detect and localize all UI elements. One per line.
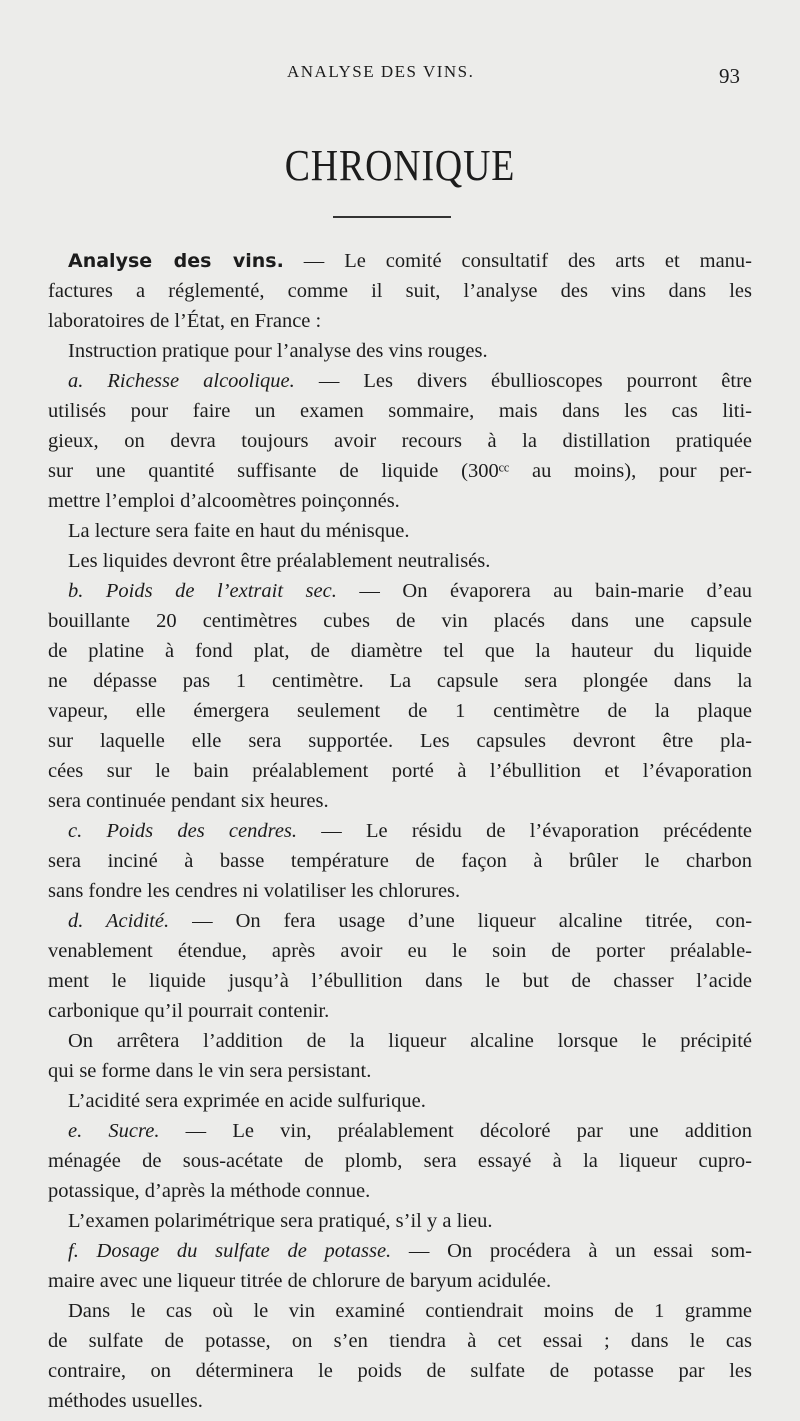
running-title: ANALYSE DES VINS. [287, 62, 475, 81]
text-line [48, 366, 752, 396]
item-label: c. Poids des cendres. [68, 820, 298, 842]
text-line: sera inciné à basse température de façon à brûler le charbon [48, 850, 752, 872]
item-label: d. Acidité. [68, 910, 170, 932]
text-span: — On fera usage d’une liqueur alcaline titrée, con- [192, 910, 753, 932]
text-line: ménagée de sous-acétate de plomb, sera essayé à la liqueur cupro- [48, 1150, 752, 1172]
text-span: — Le résidu de l’évaporation précédente [321, 820, 752, 842]
text-line: potassique, d’après la méthode connue. [48, 1180, 371, 1202]
text-line: qui se forme dans le vin sera persistant. [48, 1060, 372, 1082]
text-line: Instruction pratique pour l’analyse des vins rouges. [68, 340, 488, 362]
text-line: maire avec une liqueur titrée de chlorure de baryum acidulée. [48, 1270, 552, 1292]
text-line: gieux, on devra toujours avoir recours à la distillation pratiquée [48, 430, 752, 452]
text-line: factures a réglementé, comme il suit, l’analyse des vins dans les [48, 280, 752, 302]
text-line: La lecture sera faite en haut du ménisque. [68, 520, 410, 542]
text-line: L’acidité sera exprimée en acide sulfurique. [68, 1090, 426, 1112]
text-line: cées sur le bain préalablement porté à l’ébullition et l’évaporation [48, 760, 752, 782]
text-line [48, 576, 752, 606]
text-line: laboratoires de l’État, en France : [48, 310, 322, 332]
text-line: utilisés pour faire un examen sommaire, mais dans les cas liti- [48, 400, 752, 422]
text-span: — Les divers ébullioscopes pourront être [318, 370, 752, 392]
running-head [287, 62, 740, 86]
text-line: sans fondre les cendres ni volatiliser les chlorures. [48, 880, 461, 902]
text-line: Dans le cas où le vin examiné contiendrait moins de 1 gramme [68, 1300, 752, 1322]
text-line: ment le liquide jusqu’à l’ébullition dans le but de chasser l’acide [48, 970, 752, 992]
text-line: L’examen polarimétrique sera pratiqué, s’il y a lieu. [68, 1210, 493, 1232]
text-line: carbonique qu’il pourrait contenir. [48, 1000, 330, 1022]
text-line: On arrêtera l’addition de la liqueur alcaline lorsque le précipité [68, 1030, 752, 1052]
text-line [48, 906, 752, 936]
text-line: vapeur, elle émergera seulement de 1 centimètre de la plaque [48, 700, 752, 722]
text-span: — Le comité consultatif des arts et manu- [303, 250, 753, 272]
text-line: sera continuée pendant six heures. [48, 790, 329, 812]
text-line: sur une quantité suffisante de liquide (300ᶜᶜ au moins), pour per- [48, 460, 752, 482]
text-line: Les liquides devront être préalablement neutralisés. [68, 550, 491, 572]
text-line: méthodes usuelles. [48, 1390, 203, 1412]
text-line: de platine à fond plat, de diamètre tel que la hauteur du liquide [48, 640, 752, 662]
text-span: — On évaporera au bain-marie d’eau [359, 580, 752, 602]
text-span: — On procédera à un essai som- [408, 1240, 752, 1262]
text-line: ne dépasse pas 1 centimètre. La capsule sera plongée dans la [48, 670, 752, 692]
page-number: 93 [719, 64, 740, 88]
article-body [48, 246, 752, 1416]
item-label: a. Richesse alcoolique. [68, 370, 295, 392]
chapter-title: CHRONIQUE [284, 141, 516, 190]
text-line: sur laquelle elle sera supportée. Les capsules devront être pla- [48, 730, 752, 752]
item-label: f. Dosage du sulfate de potasse. [68, 1240, 392, 1262]
title-rule [333, 216, 451, 218]
text-line: contraire, on déterminera le poids de sulfate de potasse par les [48, 1360, 752, 1382]
text-line: venablement étendue, après avoir eu le soin de porter préalable- [48, 940, 752, 962]
section-heading: Analyse des vins. [68, 250, 284, 272]
item-label: b. Poids de l’extrait sec. [68, 580, 337, 602]
text-span: — Le vin, préalablement décoloré par une addition [185, 1120, 753, 1142]
text-line [48, 1116, 752, 1146]
item-label: e. Sucre. [68, 1120, 160, 1142]
text-line: de sulfate de potasse, on s’en tiendra à cet essai ; dans le cas [48, 1330, 752, 1352]
text-line [48, 1236, 752, 1266]
text-line: bouillante 20 centimètres cubes de vin placés dans une capsule [48, 610, 752, 632]
text-line [48, 246, 752, 276]
text-line [48, 816, 752, 846]
text-line: mettre l’emploi d’alcoomètres poinçonnés. [48, 490, 400, 512]
